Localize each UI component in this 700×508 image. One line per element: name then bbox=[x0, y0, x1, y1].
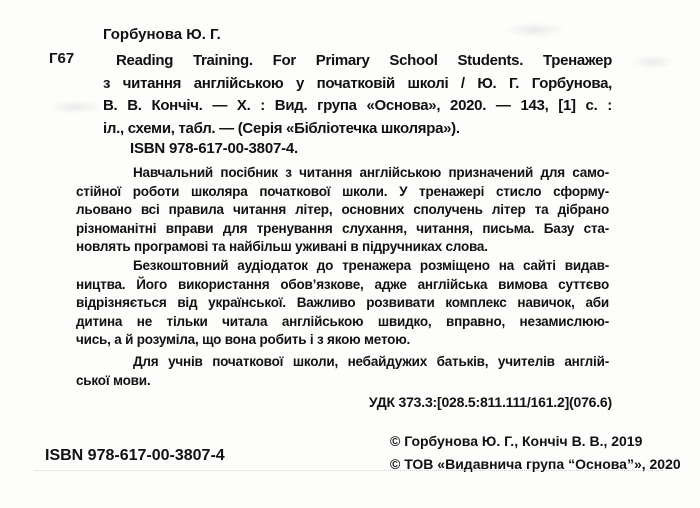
annotation-line: чись, а й розуміла, що вона робить і з якою метою. bbox=[76, 332, 411, 348]
annotation-line: ської мови. bbox=[76, 372, 151, 388]
copyright-block bbox=[390, 430, 681, 475]
bib-record-line: Reading Training. For Primary School Students. Тренажер bbox=[116, 52, 612, 69]
bib-record-line: В. В. Кончіч. — Х. : Вид. група «Основа», 2020. — 143, [1] с. : bbox=[103, 97, 612, 115]
annotation-line: Навчальний посібник з читання англійською призначений для само- bbox=[133, 165, 609, 180]
annotation-line: льовано всі правила читання літер, основних сполучень літер та дібрано bbox=[76, 202, 609, 218]
scan-rule-line bbox=[35, 470, 663, 471]
author-index-code: Г67 bbox=[49, 50, 75, 67]
annotation-line: відрізняється від української. Важливо розвивати комплекс навичок, аби bbox=[76, 295, 609, 311]
annotation-line: різноманітні вправи для тренування слухання, читання, письма. Базу ста- bbox=[76, 220, 609, 236]
annotation-paragraph-1 bbox=[76, 164, 609, 257]
udk-classification-code: УДК 373.3:[028.5:811.111/161.2](076.6) bbox=[368, 394, 612, 410]
annotation-line: новлять програмові та найбільш уживані в підручниках слова. bbox=[76, 239, 488, 255]
scan-smudge bbox=[48, 100, 103, 114]
copyright-line: © Горбунова Ю. Г., Кончіч В. В., 2019 bbox=[390, 433, 643, 449]
annotation-paragraph-3 bbox=[76, 353, 609, 390]
bib-record-line: з читання англійською у початковій школі / Ю. Г. Горбунова, bbox=[103, 74, 612, 92]
annotation-line: дитина не тільки читала англійською швидко, вправно, незамислюю- bbox=[76, 313, 609, 329]
author-heading: Горбунова Ю. Г. bbox=[103, 26, 221, 43]
bib-record-line: іл., схеми, табл. — (Серія «Бібліотечка школяра»). bbox=[103, 119, 460, 137]
annotation-line: ництва. Його використання обов’язкове, адже англійська вимова суттєво bbox=[76, 276, 609, 292]
annotation-paragraph-2 bbox=[76, 257, 609, 350]
annotation-line: стійної роботи школяра початкової школи. У тренажері стисло сформу- bbox=[76, 183, 609, 199]
footer-isbn: ISBN 978-617-00-3807-4 bbox=[45, 447, 225, 464]
scan-smudge bbox=[505, 22, 565, 38]
copyright-line: © ТОВ «Видавнича група “Основа”», 2020 bbox=[390, 455, 681, 472]
annotation-line: Для учнів початкової школи, небайдужих батьків, учителів англій- bbox=[133, 354, 609, 369]
bibliographic-record bbox=[103, 50, 612, 140]
isbn-record-line: ISBN 978-617-00-3807-4. bbox=[130, 140, 299, 157]
annotation-line: Безкоштовний аудіодаток до тренажера розміщено на сайті видав- bbox=[133, 258, 609, 273]
scan-smudge bbox=[630, 55, 675, 69]
